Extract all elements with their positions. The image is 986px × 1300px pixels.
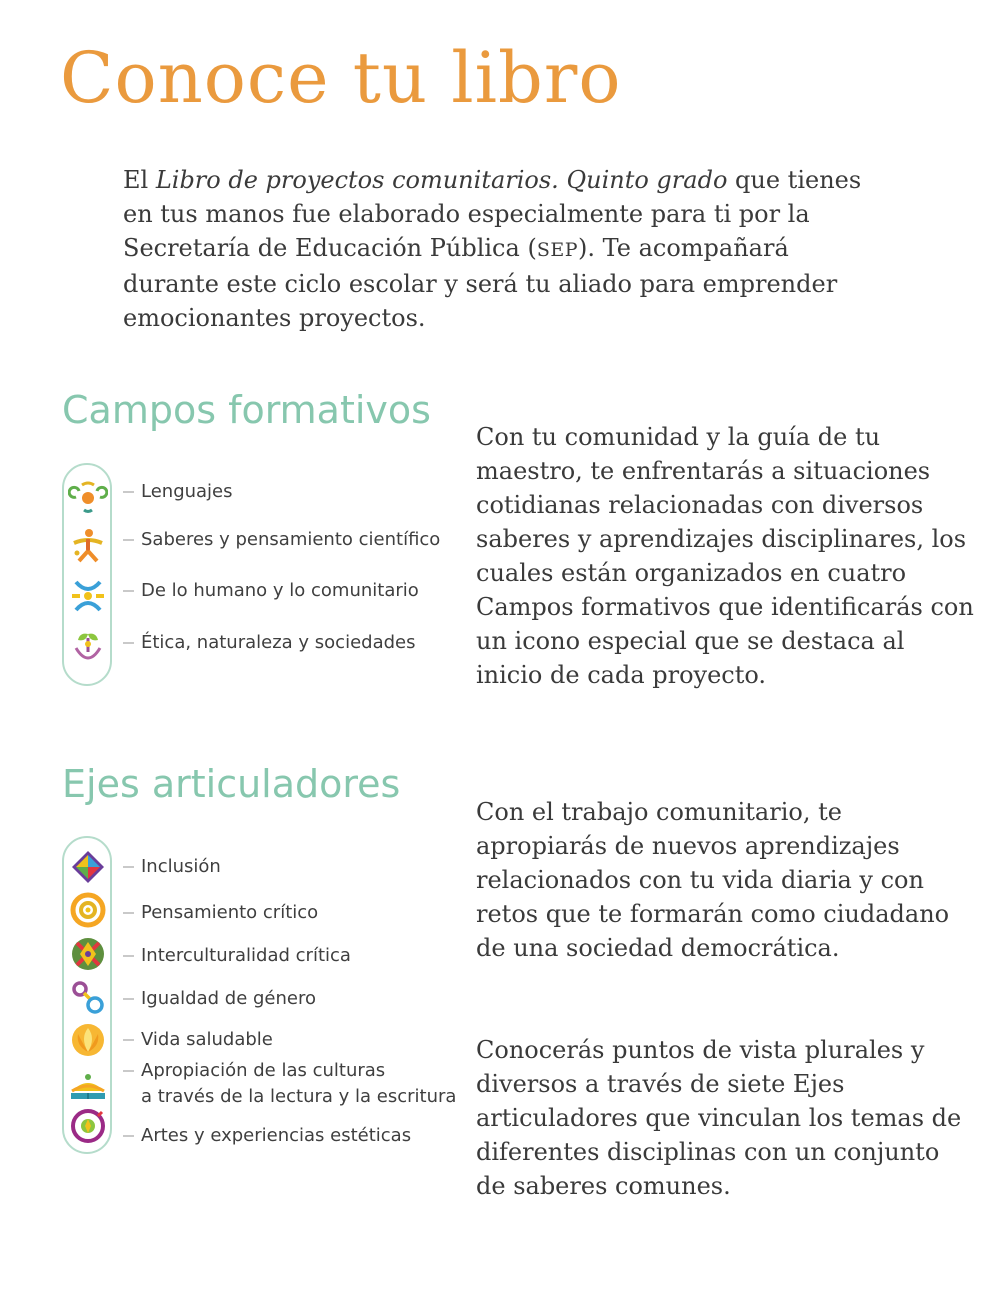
saberes-icon <box>68 525 108 565</box>
campos-formativos-title: Campos formativos <box>62 388 431 432</box>
vida-saludable-icon <box>68 1020 108 1060</box>
interculturalidad-icon <box>68 934 108 974</box>
ejes-articuladores-title: Ejes articuladores <box>62 762 401 806</box>
lenguajes-icon <box>68 477 108 517</box>
eje-item-igualdad-genero: Igualdad de género <box>123 986 316 1012</box>
eje-item-apropiacion-line2: a través de la lectura y la escritura <box>141 1086 457 1107</box>
paragraph-ejes: Conocerás puntos de vista plurales y diversos a través de siete Ejes articuladores que vinculan los temas de diferentes disciplinas con un conjunto de saberes comunes. <box>476 1036 962 1200</box>
paragraph-trabajo-comunitario: Con el trabajo comunitario, te apropiarás de nuevos aprendizajes relacionados con tu vida diaria y con retos que te formarán como ciudadano de una sociedad democrática. <box>476 798 950 962</box>
eje-item-interculturalidad: Interculturalidad crítica <box>123 943 351 969</box>
campo-item-etica: Ética, naturaleza y sociedades <box>123 630 415 656</box>
campo-item-lenguajes: Lenguajes <box>123 479 233 505</box>
etica-naturaleza-icon <box>68 626 108 666</box>
eje-item-artes: Artes y experiencias estéticas <box>123 1123 411 1149</box>
artes-icon <box>68 1106 108 1146</box>
book-title: Libro de proyectos comunitarios. Quinto grado <box>155 166 728 194</box>
humano-comunitario-icon <box>68 576 108 616</box>
eje-item-apropiacion-culturas: Apropiación de las culturas a través de la lectura y la escritura <box>123 1058 456 1110</box>
campo-item-saberes: Saberes y pensamiento científico <box>123 527 440 553</box>
pensamiento-critico-icon <box>68 890 108 930</box>
igualdad-genero-icon <box>68 978 108 1018</box>
eje-item-inclusion: Inclusión <box>123 854 221 880</box>
lectura-escritura-icon <box>68 1063 108 1103</box>
intro-paragraph: El Libro de proyectos comunitarios. Quinto grado que tienes en tus manos fue elaborado especialmente para ti por la Secretaría de Educación Pública (SEP). Te acompañará durante este ciclo escolar y será tu aliado para emprender emocionantes proyectos. <box>123 166 862 332</box>
campo-item-humano: De lo humano y lo comunitario <box>123 578 419 604</box>
eje-item-pensamiento-critico: Pensamiento crítico <box>123 900 318 926</box>
paragraph-campos: Con tu comunidad y la guía de tu maestro, te enfrentarás a situaciones cotidianas relacionadas con diversos saberes y aprendizajes disciplinares, los cuales están organizados en cuatro Campos formativos que identificarás con un icono especial que se destaca al inicio de cada proyecto. <box>476 423 974 689</box>
sep-abbr: SEP <box>536 239 578 261</box>
page-title: Conoce tu libro <box>60 37 622 119</box>
inclusion-icon <box>68 847 108 887</box>
eje-item-vida-saludable: Vida saludable <box>123 1027 273 1053</box>
